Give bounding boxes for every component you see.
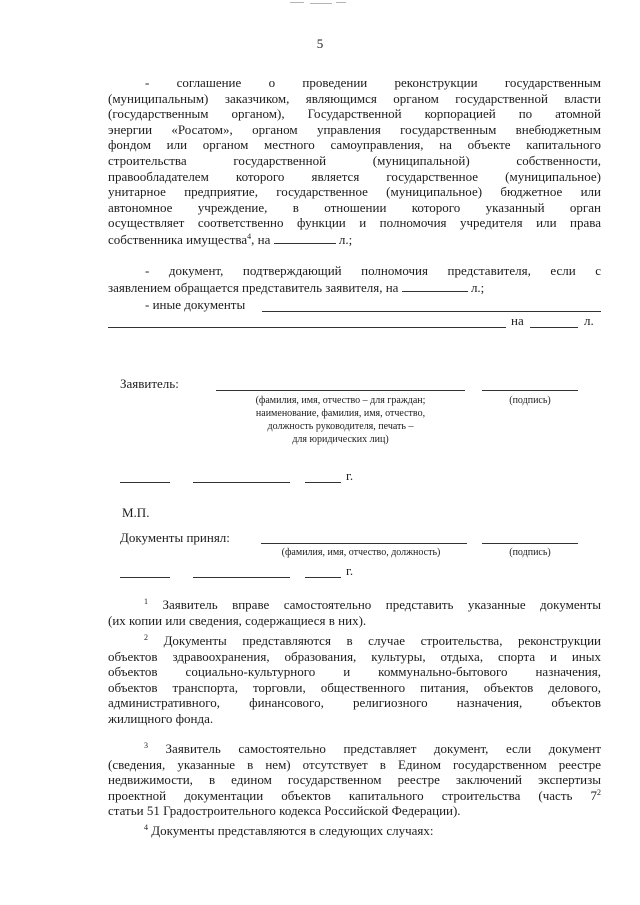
applicant-signature-field[interactable] [482,390,578,391]
applicant-name-field[interactable] [216,390,465,391]
text-line [108,231,601,247]
text-line: - документ, подтверждающий полномочия представителя, если с [145,263,601,278]
date-year-field[interactable] [305,482,341,483]
text-line: объектов социально-культурного и коммунально-бытового назначения, [108,664,601,680]
text-line [108,633,601,649]
text-line [108,788,601,804]
footnote-4 [108,823,601,839]
text-line: фондом или органом местного самоуправления, на объекте капитального [108,137,601,153]
date-day-field[interactable] [120,482,170,483]
text-line: административного, финансового, религиозного назначения, объектов [108,695,601,711]
scan-artifact [290,0,350,6]
text-line [108,597,601,613]
consent-paragraph [108,75,601,247]
applicant-name-caption: (фамилия, имя, отчество – для граждан; наименование, фамилия, имя, отчество, должность руководителя, печать – для юридических лиц) [255,395,426,445]
text-line: статьи 51 Градостроительного кодекса Российской Федерации). [108,803,461,819]
text-line: унитарное предприятие, государственное (муниципальное) бюджетное или [108,184,601,200]
page-number: 5 [316,36,324,51]
text-line: правообладателем которого является государственное (муниципальное) [108,168,601,184]
other-documents-blank[interactable] [262,311,601,312]
date-month-field[interactable] [193,577,290,578]
other-documents-label: - иные документы [145,297,246,312]
footnote-number: 2 [144,633,148,642]
receiver-name-caption: (фамилия, имя, отчество, должность) [281,547,441,558]
applicant-signature-caption: (подпись) [509,395,551,406]
text-line: (государственным органом), Государственной корпорацией по атомной [108,106,601,122]
receiver-signature-field[interactable] [482,543,578,544]
footnote-number: 4 [144,823,148,832]
text-line: автономное учреждение, в отношении которого указанный орган [108,199,601,215]
text-fragment: Заявитель самостоятельно представляет документ, если документ [165,741,601,756]
text-line: недвижимости, в едином государственном реестре заключений экспертизы [108,772,601,788]
text-fragment: Документы представляются в следующих случаях: [151,823,434,838]
page-count-blank[interactable] [530,327,578,328]
page-count-blank[interactable] [274,231,336,244]
other-documents-on: на [511,313,524,328]
footnote-ref: 4 [247,231,252,241]
text-line: объектов здравоохранения, образования, культуры, отдыха, спорта и иных [108,648,601,664]
text-line: энергии «Росатом», органом управления государственным внебюджетным [108,121,601,137]
text-fragment: проектной документации объектов капитального строительства (часть 7 [108,787,597,803]
text-fragment: л.; [338,231,353,247]
other-documents-end: л. [584,313,594,328]
date-year-field[interactable] [305,577,341,578]
text-line [108,279,601,295]
stamp-label: М.П. [122,505,150,520]
receiver-name-field[interactable] [261,543,467,544]
year-suffix: г. [346,563,354,578]
receiver-signature-caption: (подпись) [509,547,551,558]
text-line: жилищного фонда. [108,710,214,726]
text-line: (сведения, указанные в нем) отсутствует в Едином государственном реестре [108,756,601,772]
text-fragment: собственника имущества [108,231,248,247]
text-line [108,741,601,757]
representative-document-paragraph [108,263,601,294]
page-count-blank[interactable] [402,279,468,292]
text-line: объектов транспорта, торговли, общественного питания, объектов делового, [108,679,601,695]
superscript: 2 [597,787,601,797]
text-fragment: заявлением обращается представитель заявителя, на [108,279,399,295]
text-fragment: Заявитель вправе самостоятельно представить указанные документы [162,597,602,612]
text-line: осуществляет соответственно функции и полномочия учредителя или права [108,215,601,231]
other-documents-blank-2[interactable] [108,327,506,328]
text-line: (их копии или сведения, содержащиеся в них). [108,612,367,628]
text-line: (муниципальным) заказчиком, являющимся органом государственной власти [108,90,601,106]
text-fragment: Документы представляются в случае строительства, реконструкции [163,633,602,648]
text-line: - соглашение о проведении реконструкции государственным [145,75,601,90]
footnote-number: 3 [144,741,148,750]
text-fragment: л.; [470,279,485,295]
text-line [108,823,601,839]
footnote-3 [108,741,601,819]
date-month-field[interactable] [193,482,290,483]
text-fragment: , на [251,231,271,247]
received-by-label: Документы принял: [120,530,230,545]
footnote-1 [108,597,601,628]
year-suffix: г. [346,468,354,483]
date-day-field[interactable] [120,577,170,578]
applicant-label: Заявитель: [120,376,179,391]
footnote-number: 1 [144,597,148,606]
text-line: строительства государственной (муниципальной) собственности, [108,152,601,168]
footnote-2 [108,633,601,727]
